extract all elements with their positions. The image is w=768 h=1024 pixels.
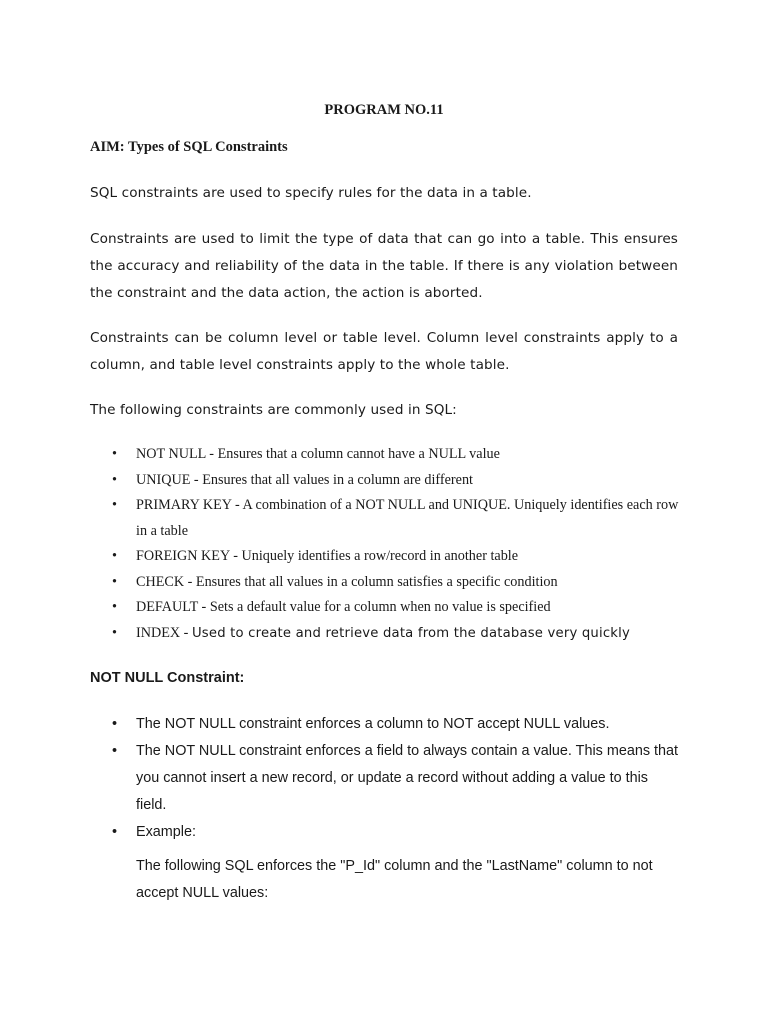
bullet-icon: • <box>112 446 117 462</box>
list-item-text: FOREIGN KEY - Uniquely identifies a row/record in another table <box>136 548 519 564</box>
list-item-text: PRIMARY KEY - A combination of a NOT NULL and UNIQUE. Uniquely identifies each row in a table <box>136 497 679 539</box>
bullet-icon: • <box>112 824 118 840</box>
list-item <box>90 595 680 621</box>
list-item-text: The NOT NULL constraint enforces a field to always contain a value. This means that you cannot insert a new record, or update a record without adding a value to this field. <box>136 743 679 813</box>
list-item <box>90 468 680 494</box>
aim-heading: AIM: Types of SQL Constraints <box>90 139 288 155</box>
example-description: The following SQL enforces the "P_Id" column and the "LastName" column to not accept NULL values: <box>136 858 653 901</box>
list-item <box>90 819 680 846</box>
list-item-text: Used to create and retrieve data from the database very quickly <box>191 625 630 641</box>
list-item <box>90 442 680 468</box>
bullet-icon: • <box>112 716 118 732</box>
list-item <box>90 493 680 544</box>
not-null-list <box>90 711 680 846</box>
list-item <box>90 570 680 596</box>
constraints-list <box>90 442 680 646</box>
list-item <box>90 621 680 647</box>
list-item-text: UNIQUE - Ensures that all values in a column are different <box>136 471 473 488</box>
bullet-icon: • <box>112 497 117 513</box>
bullet-icon: • <box>112 548 117 564</box>
list-item-text: CHECK - Ensures that all values in a column satisfies a specific condition <box>136 573 558 590</box>
list-item <box>90 711 680 738</box>
bullet-icon: • <box>112 599 117 615</box>
paragraph-levels: Constraints can be column level or table level. Column level constraints apply to a column, and table level constraints apply to the whole table. <box>90 330 678 373</box>
list-item-lead: INDEX - <box>136 624 192 641</box>
paragraph-intro: SQL constraints are used to specify rules for the data in a table. <box>90 185 532 201</box>
bullet-icon: • <box>112 624 117 641</box>
bullet-icon: • <box>112 743 118 759</box>
list-item <box>90 544 680 570</box>
bullet-icon: • <box>112 471 117 488</box>
list-item-text: DEFAULT - Sets a default value for a column when no value is specified <box>136 599 551 615</box>
program-title: PROGRAM NO.11 <box>324 102 444 118</box>
list-item-text: Example: <box>136 824 196 840</box>
bullet-icon: • <box>112 573 117 590</box>
list-item-text: NOT NULL - Ensures that a column cannot have a NULL value <box>136 446 500 462</box>
paragraph-purpose: Constraints are used to limit the type of data that can go into a table. This ensures the accuracy and reliability of the data in the table. If there is any violation between the constraint and the data action, the action is aborted. <box>90 231 678 301</box>
paragraph-list-intro: The following constraints are commonly used in SQL: <box>90 402 457 418</box>
list-item <box>90 738 680 819</box>
not-null-heading: NOT NULL Constraint: <box>90 670 245 686</box>
list-item-text: The NOT NULL constraint enforces a column to NOT accept NULL values. <box>136 716 610 732</box>
